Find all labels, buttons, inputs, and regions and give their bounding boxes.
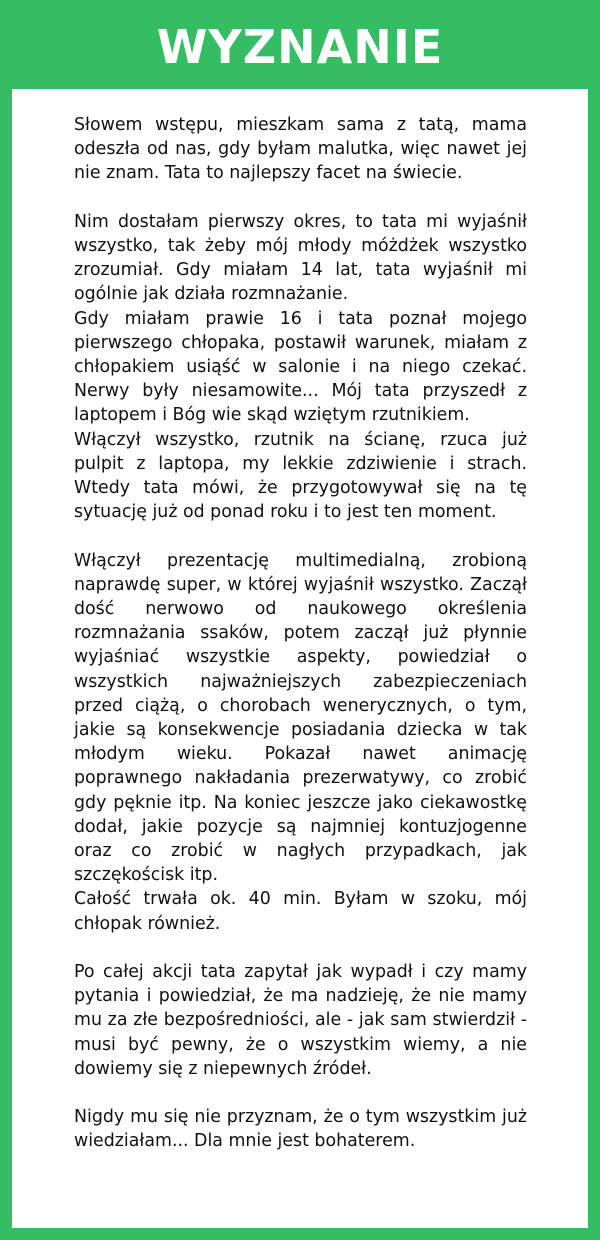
paragraph-spacer: [74, 1081, 527, 1105]
paragraph-spacer: [74, 186, 527, 210]
story-paragraph-3: Gdy miałam prawie 16 i tata poznał mojego pierwszego chłopaka, postawił warunek, miałam z chłopakiem usiąść w salonie i na niego czekać. Nerwy były niesamowite... Mój tata przyszedł z laptopem i Bóg wie skąd wziętym rzutnikiem.: [74, 308, 527, 426]
page-title: WYZNANIE: [156, 20, 444, 74]
paragraph-spacer: [74, 936, 527, 960]
header-bar: [0, 0, 600, 90]
story-paragraph-1: Słowem wstępu, mieszkam sama z tatą, mama odeszła od nas, gdy byłam malutka, więc nawet jej nie znam. Tata to najlepszy facet na świecie.: [74, 115, 527, 184]
paragraph-spacer: [74, 524, 527, 548]
story-paragraph-4: Włączył wszystko, rzutnik na ścianę, rzuca już pulpit z laptopa, my lekkie zdziwienie i strach. Wtedy tata mówi, że przygotowywał się na tę sytuację już od ponad roku i to jest ten moment.: [74, 429, 527, 523]
story-paragraph-8: Nigdy mu się nie przyznam, że o tym wszystkim już wiedziałam... Dla mnie jest bohaterem.: [74, 1107, 527, 1152]
story-paragraph-7: Po całej akcji tata zapytał jak wypadł i czy mamy pytania i powiedział, że ma nadzieję, że nie mamy mu za złe bezpośredniości, ale - jak sam stwierdził - musi być pewny, że o wszystkim wiemy, a nie dowiemy się z niepewnych źródeł.: [74, 962, 527, 1079]
story-panel: [12, 89, 588, 1228]
story-paragraph-5: Włączył prezentację multimedialną, zrobioną naprawdę super, w której wyjaśnił wszystko. Zaczął dość nerwowo od naukowego określenia rozmnażania ssaków, potem zaczął już płynnie wyjaśniać wszystkie aspekty, powiedział o wszystkich najważniejszych zabezpieczeniach przed ciążą, o chorobach wenerycznych, o tym, jakie są konsekwencje posiadania dziecka w tak młodym wieku. Pokazał nawet animację poprawnego nakładania prezerwatywy, co zrobić gdy pęknie itp. Na koniec jeszcze jako ciekawostkę dodał, jakie pozycje są najmniej kontuzjogenne oraz co zrobić w nagłych przypadkach, jak szczękościsk itp.: [74, 550, 527, 886]
story-paragraph-2: Nim dostałam pierwszy okres, to tata mi wyjaśnił wszystko, tak żeby mój młody móżdżek wszystko zrozumiał. Gdy miałam 14 lat, tata wyjaśnił mi ogólnie jak działa rozmnażanie.: [74, 211, 527, 305]
story-paragraph-6: Całość trwała ok. 40 min. Byłam w szoku, mój chłopak również.: [74, 889, 527, 934]
